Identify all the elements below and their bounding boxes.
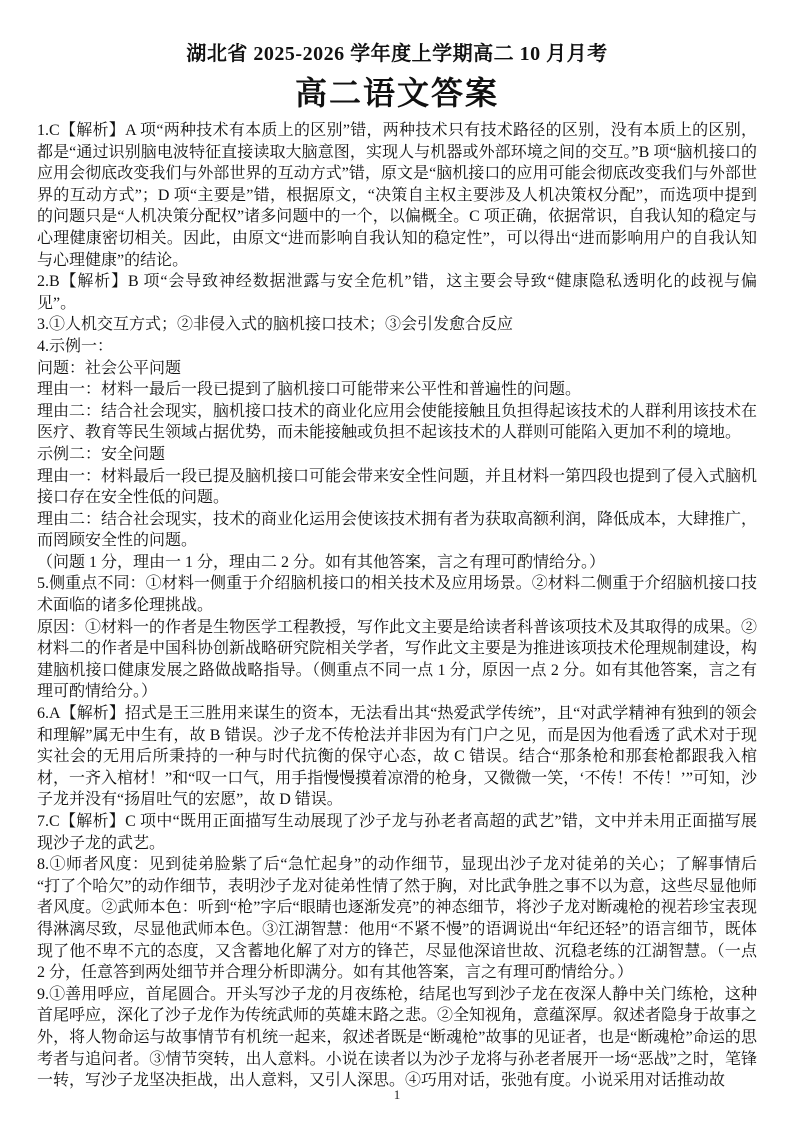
answer-paragraph: 理由二：结合社会现实，脑机接口技术的商业化应用会使能接触且负担得起该技术的人群利用该技术在医疗、教育等民生领域占据优势，而未能接触或负担不起该技术的人群则可能陷入更加不利的境地。 bbox=[37, 402, 758, 442]
answer-paragraph: 理由一：材料最后一段已提及脑机接口可能会带来安全性问题，并且材料一第四段也提到了侵入式脑机接口存在安全性低的问题。 bbox=[37, 467, 758, 507]
answer-paragraph: 2.B【解析】B 项“会导致神经数据泄露与安全危机”错，这主要会导致“健康隐私透明化的歧视与偏见”。 bbox=[37, 273, 757, 312]
answer-paragraph: 8.①师者风度：见到徒弟脸紫了后“急忙起身”的动作细节，显现出沙子龙对徒弟的关心；了解事情后“打了个哈欠”的动作细节，表明沙子龙对徒弟性情了然于胸，对比武争胜之事不以为意，这些尽显他师者风度。②武师本色：听到“枪”字后“眼睛也逐渐发亮”的神态细节，将沙子龙对断魂枪的视若珍宝表现得淋漓尽致，尽显他武师本色。③江湖智慧：他用“不紧不慢”的语调说出“年纪还轻”的语言细节，既体现了他不卑不亢的态度，又含蓄地化解了对方的锋芒，尽显他深谙世故、沉稳老练的江湖智慧。（一点 2 分，任意答到两处细节并合理分析即满分。如有其他答案，言之有理可酌情给分。） bbox=[37, 856, 757, 982]
page-title: 高二语文答案 bbox=[294, 75, 499, 111]
exam-title: 湖北省 2025-2026 学年度上学期高二 10 月月考 bbox=[186, 43, 608, 65]
answer-paragraph: 5.侧重点不同：①材料一侧重于介绍脑机接口的相关技术及应用场景。②材料二侧重于介绍脑机接口技术面临的诸多伦理挑战。 bbox=[37, 575, 757, 615]
answer-paragraph: 4.示例一： bbox=[37, 337, 114, 355]
answer-paragraph: 示例二：安全问题 bbox=[37, 445, 166, 463]
answer-paragraph: 9.①善用呼应，首尾圆合。开头写沙子龙的月夜练枪，结尾也写到沙子龙在夜深人静中关门练枪，这种首尾呼应，深化了沙子龙作为传统武师的英雄末路之悲。②全知视角，意蕴深厚。叙述者隐身于故事之外，将人物命运与故事情节有机统一起来，叙述者既是“断魂枪”故事的见证者，也是“断魂枪”命运的思考者与追问者。③情节突转，出人意料。小说在读者以为沙子龙将与孙老者展开一场“恶战”之时，笔锋一转，写沙子龙坚决拒战，出人意料，又引人深思。④巧用对话，张弛有度。小说采用对话推动故 bbox=[37, 985, 758, 1090]
answer-paragraph: 原因：①材料一的作者是生物医学工程教授，写作此文主要是给读者科普该项技术及其取得的成果。②材料二的作者是中国科协创新战略研究院相关学者，写作此文主要是为推进该项技术伦理规制建设，构建脑机接口健康发展之路做战略指导。（侧重点不同一点 1 分，原因一点 2 分。如有其他答案，言之有理可酌情给分。） bbox=[37, 618, 758, 701]
answers-section bbox=[37, 120, 757, 1092]
answer-paragraph: （问题 1 分，理由一 1 分，理由二 2 分。如有其他答案，言之有理可酌情给分。） bbox=[37, 553, 606, 571]
answer-paragraph: 6.A【解析】招式是王三胜用来谋生的资本，无法看出其“热爱武学传统”，且“对武学精神有独到的领会和理解”属无中生有，故 B 错误。沙子龙不传枪法并非因为有门户之见，而是因为他看透了武术对于现实社会的无用后所秉持的一种与时代抗衡的保守心态，故 C 错误。结合“那条枪和那套枪都跟我入棺材，一齐入棺材！”和“叹一口气，用手指慢慢摸着凉滑的枪身，又微微一笑，‘不传！不传！’”可知，沙子龙并没有“扬眉吐气的宏愿”，故 D 错误。 bbox=[37, 705, 757, 809]
answer-paragraph: 7.C【解析】C 项中“既用正面描写生动展现了沙子龙与孙老者高超的武艺”错，文中并未用正面描写展现沙子龙的武艺。 bbox=[37, 813, 757, 852]
answer-paragraph: 问题：社会公平问题 bbox=[37, 359, 182, 377]
answer-paragraph: 3.①人机交互方式；②非侵入式的脑机接口技术；③会引发愈合反应 bbox=[37, 316, 514, 334]
answer-paragraph: 1.C【解析】A 项“两种技术有本质上的区别”错，两种技术只有技术路径的区别，没有本质上的区别，都是“通过识别脑电波特征直接读取大脑意图，实现人与机器或外部环境之间的交互。”B 项“脑机接口的应用会彻底改变我们与外部世界的互动方式”错，原文是“脑机接口的应用可能会彻底改变我们与外部世界的互动方式”；D 项“主要是”错，根据原文，“决策自主权主要涉及人机决策权分配”，而选项中提到的问题只是“人机决策分配权”诸多问题中的一个，以偏概全。C 项正确，依据常识，自我认知的稳定与心理健康密切相关。因此，由原文“进而影响自我认知的稳定性”，可以得出“进而影响用户的自我认知与心理健康”的结论。 bbox=[37, 122, 757, 269]
answer-paragraph: 理由一：材料一最后一段已提到了脑机接口可能带来公平性和普遍性的问题。 bbox=[37, 381, 582, 399]
page-number: 1 bbox=[393, 1087, 401, 1102]
answer-paragraph: 理由二：结合社会现实，技术的商业化运用会使该技术拥有者为获取高额利润，降低成本，大肆推广，而罔顾安全性的问题。 bbox=[37, 510, 758, 550]
